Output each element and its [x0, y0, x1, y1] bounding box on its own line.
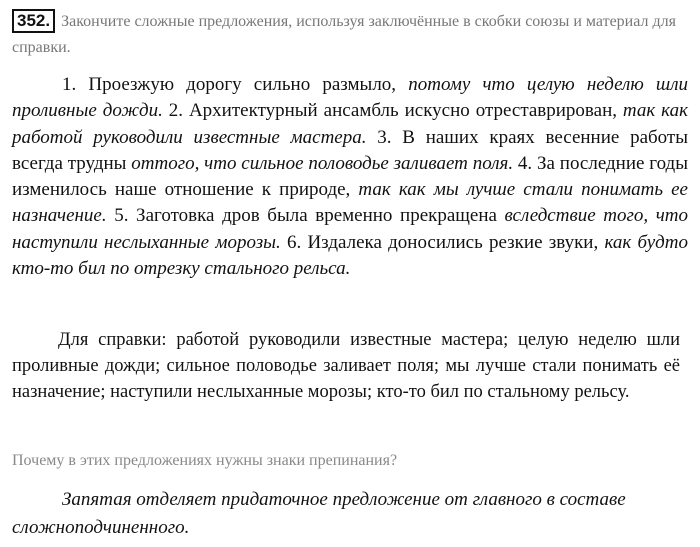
sentence-6-completion: как будто кто-то бил по отрезку стального рельса.	[12, 231, 688, 280]
sentence-2: 2. Архитектурный ансамбль искусно отреставрирован,	[162, 100, 617, 122]
sentence-5: 5. Заготовка дров была временно прекращена	[106, 205, 497, 227]
exercise-number: 352.	[12, 9, 55, 33]
sentence-3-completion: оттого, что сильное половодье заливает поля.	[126, 152, 514, 174]
exercise-header	[12, 9, 690, 61]
sentence-4: 4. За последние годы изменилось наше отношение к природе,	[12, 152, 688, 201]
reference-paragraph: Для справки: работой руководили известные мастера; целую неделю шли проливные дожди; сильное половодье заливает поля; мы лучше стали понимать её назначение; наступили неслыханные морозы; кто-то бил по стальному рельсу.	[12, 330, 680, 402]
sentence-1-completion: потому что целую неделю шли проливные дожди.	[12, 74, 688, 122]
sentence-2-completion: так как работой руководили известные мастера.	[12, 100, 688, 148]
sentence-3: 3. В наших краях весенние работы всегда трудны	[12, 126, 688, 174]
question-text: Почему в этих предложениях нужны знаки препинания?	[12, 452, 398, 469]
sentence-4-completion: так как мы лучше стали понимать ее назначение.	[12, 179, 688, 227]
sentence-6: 6. Издалека доносились резкие звуки,	[280, 231, 599, 253]
conclusion-paragraph: Запятая отделяет придаточное предложение от главного в составе сложноподчиненного.	[12, 489, 626, 538]
answer-paragraph	[12, 72, 688, 282]
exercise-task: Закончите сложные предложения, используя заключённые в скобки союзы и материал для справки.	[12, 13, 676, 56]
sentence-1: 1. Проезжую дорогу сильно размыло,	[62, 74, 397, 95]
sentence-5-completion: вследствие того, что наступили неслыханные морозы.	[12, 205, 688, 253]
